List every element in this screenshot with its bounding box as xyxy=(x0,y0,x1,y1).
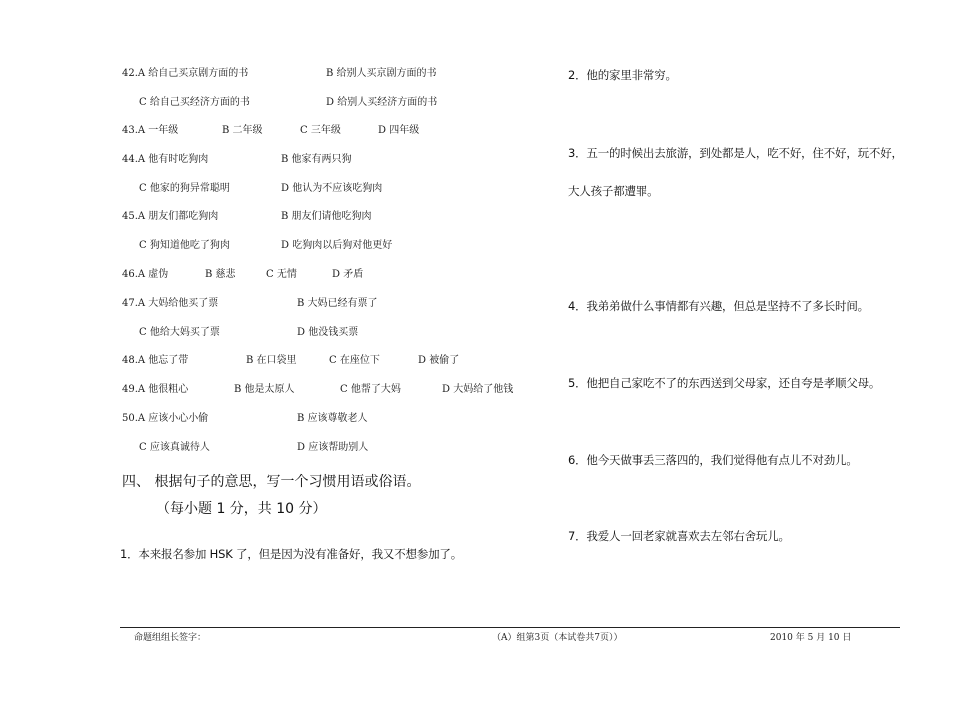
option-b: B 给别人买京剧方面的书 xyxy=(326,68,437,79)
question-number: 47. xyxy=(122,298,138,309)
footer-page-info: （A）组第3页（本试卷共7页）） xyxy=(492,633,623,643)
option-d: D 大妈给了他钱 xyxy=(442,384,514,395)
question-number: 44. xyxy=(122,154,138,165)
question-number: 49. xyxy=(122,384,138,395)
option-b: B 他家有两只狗 xyxy=(281,154,352,165)
option-c: C 他家的狗异常聪明 xyxy=(139,183,230,194)
question-46 xyxy=(122,265,168,280)
exercise-item-3: 3．五一的时候出去旅游，到处都是人，吃不好，住不好，玩不好， xyxy=(568,146,903,160)
footer-divider xyxy=(120,627,900,628)
question-47 xyxy=(122,294,218,309)
option-a: A 一年级 xyxy=(137,125,179,136)
option-b: B 二年级 xyxy=(222,125,263,136)
question-44 xyxy=(122,150,208,165)
section-title: 四、 根据句子的意思，写一个习惯用语或俗语。 xyxy=(122,474,421,490)
option-a: A 虚伪 xyxy=(137,269,169,280)
option-a: A 他忘了带 xyxy=(137,355,189,366)
option-b: B 慈悲 xyxy=(205,269,236,280)
option-c: C 狗知道他吃了狗肉 xyxy=(139,240,230,251)
option-d: D 他没钱买票 xyxy=(297,327,359,338)
option-a: A 朋友们都吃狗肉 xyxy=(137,211,219,222)
option-d: D 四年级 xyxy=(378,125,420,136)
option-a: A 他很粗心 xyxy=(137,384,189,395)
question-number: 50. xyxy=(122,413,138,424)
exercise-item-2: 2．他的家里非常穷。 xyxy=(568,68,677,82)
exercise-item-6: 6．他今天做事丢三落四的，我们觉得他有点儿不对劲儿。 xyxy=(568,453,858,467)
option-d: D 给别人买经济方面的书 xyxy=(326,97,438,108)
option-a: A 他有时吃狗肉 xyxy=(137,154,209,165)
question-number: 45. xyxy=(122,211,138,222)
option-d: D 矛盾 xyxy=(332,269,364,280)
option-c: C 在座位下 xyxy=(329,355,380,366)
option-b: B 应该尊敬老人 xyxy=(297,413,368,424)
question-number: 48. xyxy=(122,355,138,366)
question-49 xyxy=(122,380,188,395)
option-a: A 应该小心小偷 xyxy=(137,413,209,424)
option-c: C 无情 xyxy=(266,269,297,280)
option-d: D 他认为不应该吃狗肉 xyxy=(281,183,383,194)
question-45 xyxy=(122,207,218,222)
footer-signature: 命题组组长签字： xyxy=(134,633,207,643)
option-c: C 三年级 xyxy=(300,125,341,136)
option-d: D 应该帮助别人 xyxy=(297,442,369,453)
option-d: D 吃狗肉以后狗对他更好 xyxy=(281,240,393,251)
question-42 xyxy=(122,64,248,79)
question-number: 43. xyxy=(122,125,138,136)
question-48 xyxy=(122,351,188,366)
question-number: 46. xyxy=(122,269,138,280)
option-b: B 朋友们请他吃狗肉 xyxy=(281,211,372,222)
question-50 xyxy=(122,409,208,424)
option-c: C 给自己买经济方面的书 xyxy=(139,97,250,108)
option-c: C 他给大妈买了票 xyxy=(139,327,220,338)
option-b: B 他是太原人 xyxy=(234,384,295,395)
footer-date: 2010 年 5 月 10 日 xyxy=(770,633,852,643)
exercise-item-1: 1．本来报名参加 HSK 了，但是因为没有准备好，我又不想参加了。 xyxy=(120,547,463,561)
exercise-item-4: 4．我弟弟做什么事情都有兴趣，但总是坚持不了多长时间。 xyxy=(568,299,869,313)
option-b: B 在口袋里 xyxy=(246,355,297,366)
option-d: D 被偷了 xyxy=(418,355,460,366)
question-43 xyxy=(122,121,178,136)
option-a: A 给自己买京剧方面的书 xyxy=(137,68,249,79)
exercise-item-3-continued: 大人孩子都遭罪。 xyxy=(568,184,659,198)
option-c: C 他帮了大妈 xyxy=(340,384,401,395)
exercise-item-7: 7．我爱人一回老家就喜欢去左邻右舍玩儿。 xyxy=(568,529,790,543)
option-a: A 大妈给他买了票 xyxy=(137,298,219,309)
exercise-item-5: 5．他把自己家吃不了的东西送到父母家，还自夸是孝顺父母。 xyxy=(568,376,881,390)
option-b: B 大妈已经有票了 xyxy=(297,298,378,309)
question-number: 42. xyxy=(122,68,138,79)
option-c: C 应该真诚待人 xyxy=(139,442,210,453)
section-subtitle: （每小题 1 分，共 10 分） xyxy=(156,501,327,517)
